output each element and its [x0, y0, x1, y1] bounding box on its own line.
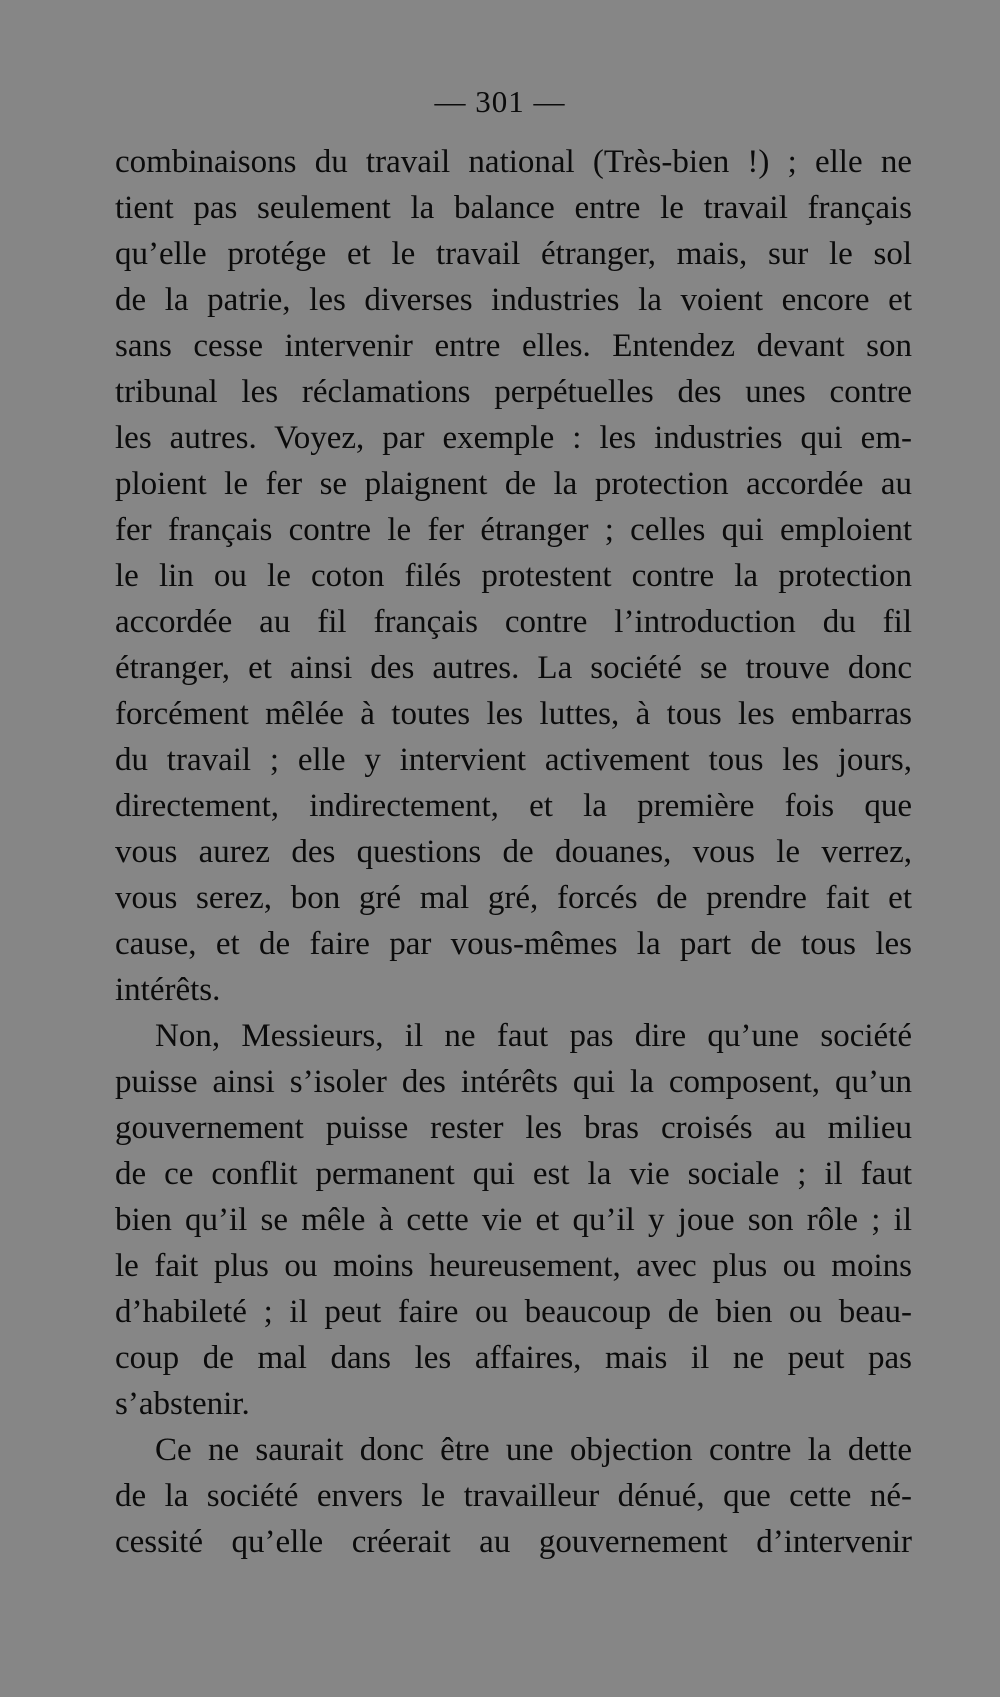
text-line: ploient le fer se plaignent de la protection accordée au [115, 466, 912, 502]
text-line: Non, Messieurs, il ne faut pas dire qu’une société [155, 1018, 912, 1054]
text-line: cessité qu’elle créerait au gouvernement d’intervenir [115, 1524, 912, 1560]
text-line: intérêts. [115, 972, 221, 1008]
text-line: le lin ou le coton filés protestent contre la protection [115, 558, 912, 594]
text-line: Ce ne saurait donc être une objection contre la dette [155, 1432, 912, 1468]
text-line: de ce conflit permanent qui est la vie sociale ; il faut [115, 1156, 912, 1192]
page-body-text [115, 139, 912, 1565]
text-line: vous serez, bon gré mal gré, forcés de prendre fait et [115, 880, 912, 916]
page-number: — 301 — [434, 84, 566, 119]
text-line: tient pas seulement la balance entre le travail français [115, 190, 912, 226]
text-line: s’abstenir. [115, 1386, 250, 1422]
paragraph [115, 1427, 912, 1565]
text-line: de la société envers le travailleur dénué, que cette né- [115, 1478, 912, 1514]
text-line: tribunal les réclamations perpétuelles des unes contre [115, 374, 912, 410]
text-line: de la patrie, les diverses industries la voient encore et [115, 282, 912, 318]
text-line: vous aurez des questions de douanes, vous le verrez, [115, 834, 912, 870]
text-line: forcément mêlée à toutes les luttes, à tous les embarras [115, 696, 912, 732]
text-line: cause, et de faire par vous-mêmes la part de tous les [115, 926, 912, 962]
paragraph [115, 139, 912, 1013]
paragraph [115, 1013, 912, 1427]
text-line: directement, indirectement, et la première fois que [115, 788, 912, 824]
text-line: le fait plus ou moins heureusement, avec plus ou moins [115, 1248, 912, 1284]
text-line: bien qu’il se mêle à cette vie et qu’il y joue son rôle ; il [115, 1202, 912, 1238]
text-line: coup de mal dans les affaires, mais il ne peut pas [115, 1340, 912, 1376]
text-line: sans cesse intervenir entre elles. Entendez devant son [115, 328, 912, 364]
text-line: gouvernement puisse rester les bras croisés au milieu [115, 1110, 912, 1146]
text-line: qu’elle protége et le travail étranger, mais, sur le sol [115, 236, 912, 272]
text-line: du travail ; elle y intervient activement tous les jours, [115, 742, 912, 778]
text-line: accordée au fil français contre l’introduction du fil [115, 604, 912, 640]
text-line: étranger, et ainsi des autres. La société se trouve donc [115, 650, 912, 686]
text-line: combinaisons du travail national (Très-bien !) ; elle ne [115, 144, 912, 180]
text-line: fer français contre le fer étranger ; celles qui emploient [115, 512, 912, 548]
text-line: les autres. Voyez, par exemple : les industries qui em- [115, 420, 912, 456]
text-line: d’habileté ; il peut faire ou beaucoup de bien ou beau- [115, 1294, 912, 1330]
text-line: puisse ainsi s’isoler des intérêts qui la composent, qu’un [115, 1064, 912, 1100]
